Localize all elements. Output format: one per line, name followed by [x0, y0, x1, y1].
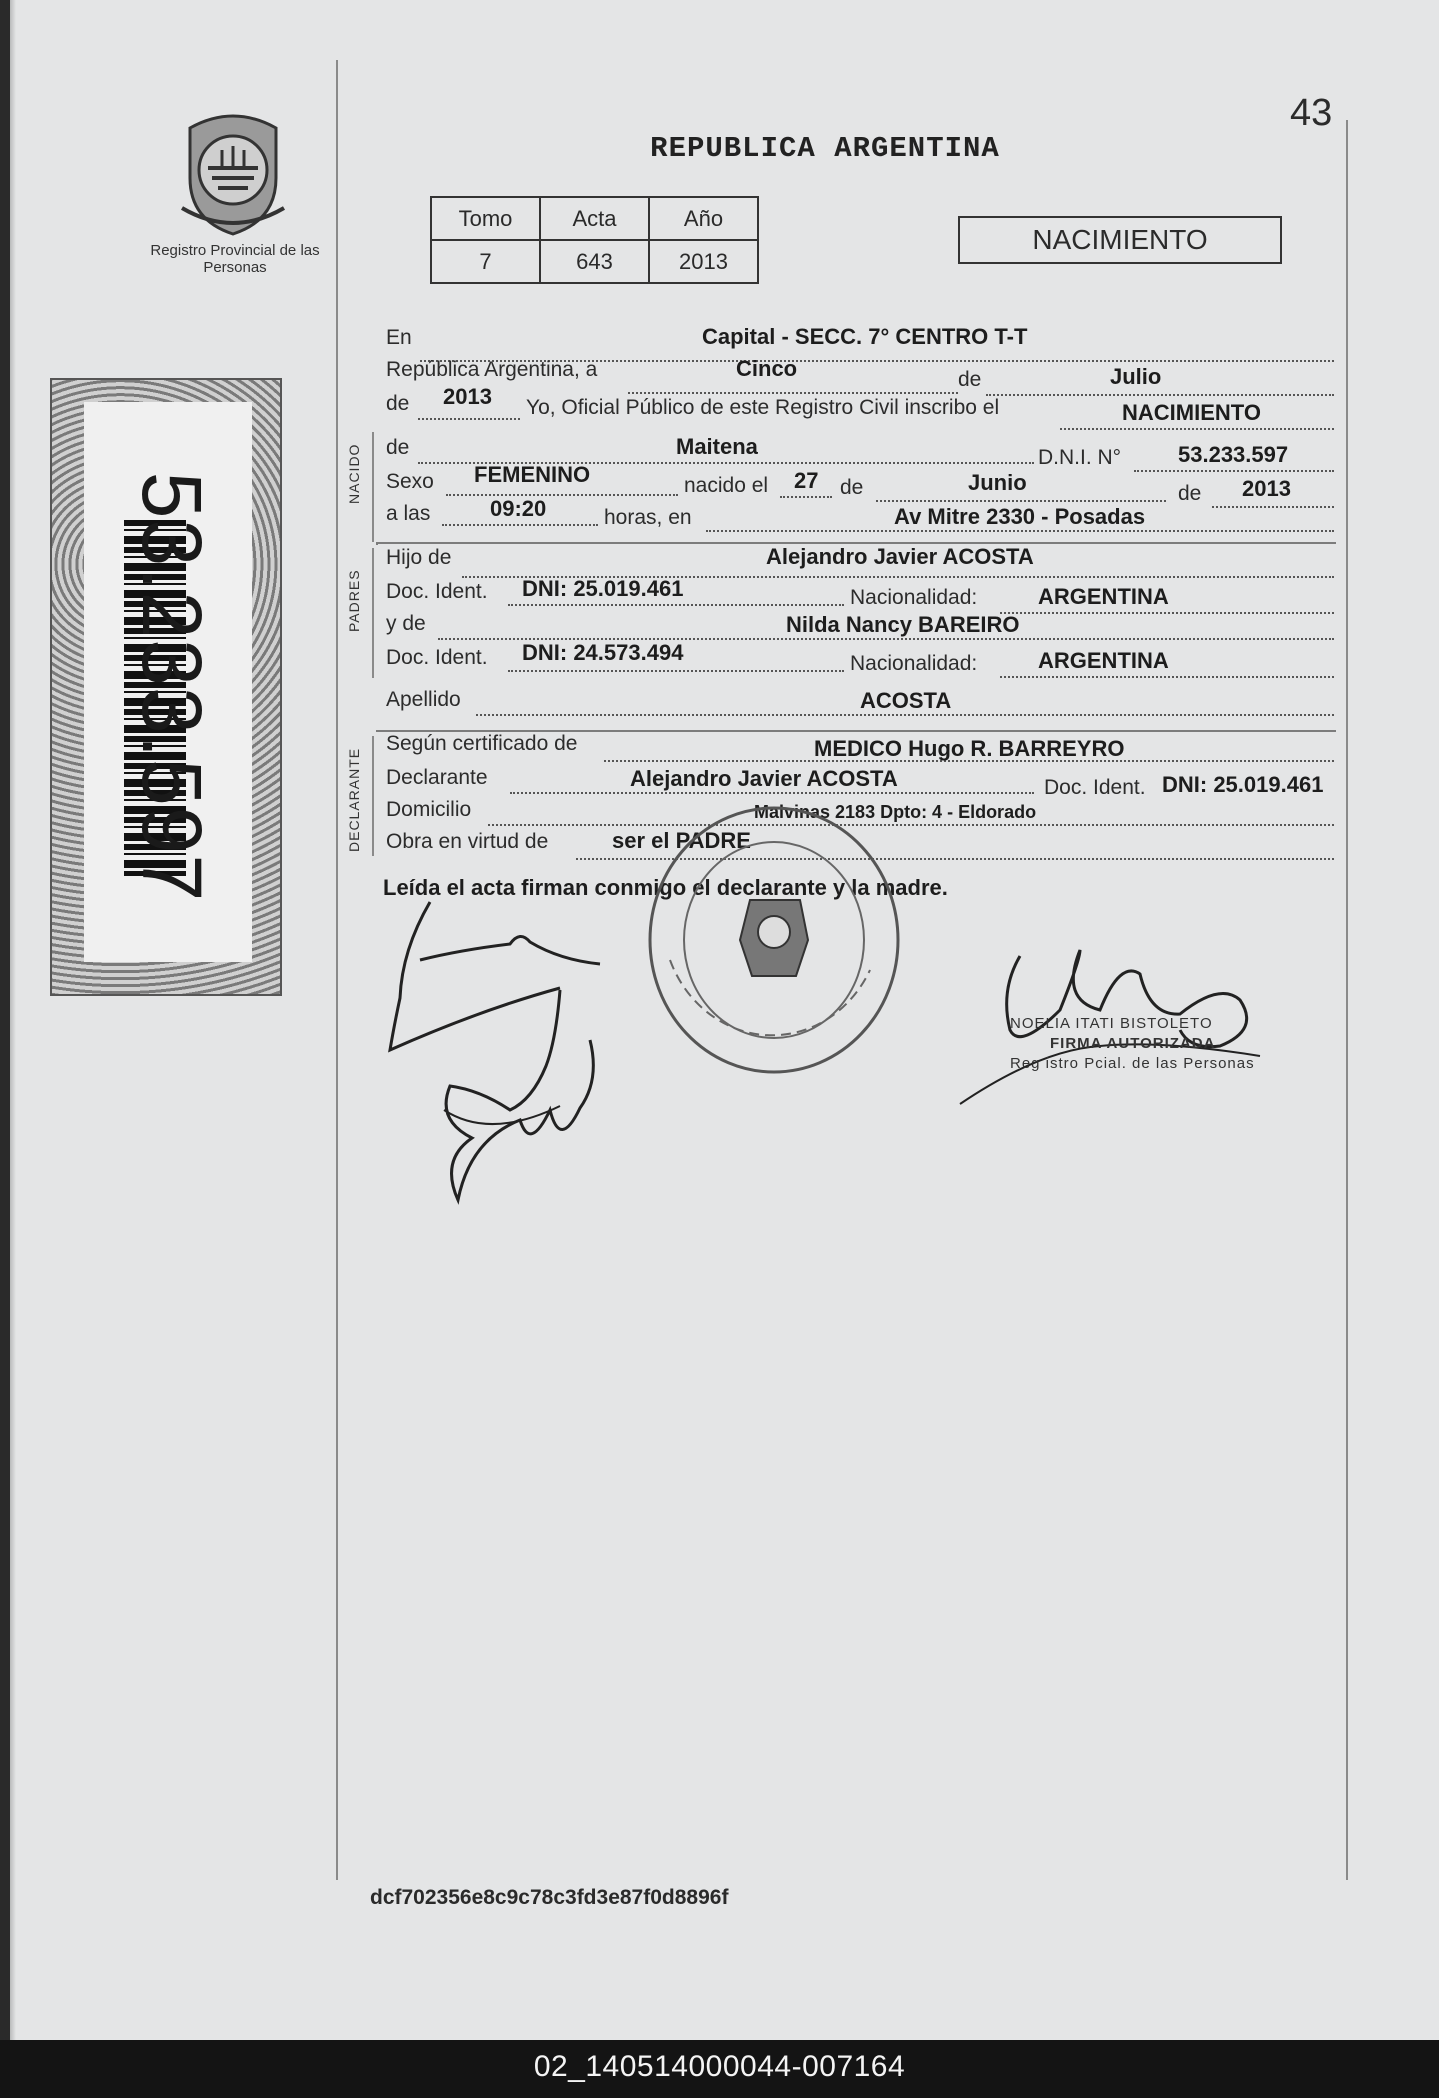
- left-margin-line: [336, 60, 338, 1880]
- label-a-las: a las: [386, 502, 431, 525]
- label-republica: República Argentina, a: [386, 358, 598, 381]
- value-name: Maitena: [676, 434, 758, 459]
- value-doc-mother: DNI: 24.573.494: [522, 640, 684, 665]
- scan-id: 02_140514000044-007164: [533, 2050, 906, 2083]
- label-oficial: Yo, Oficial Público de este Registro Civil inscribo el: [526, 396, 1000, 419]
- label-domicilio: Domicilio: [386, 798, 472, 821]
- closing-statement: Leída el acta firman conmigo el declarante y la madre.: [383, 875, 948, 900]
- value-anio: 2013: [649, 240, 758, 283]
- section-bracket: [372, 736, 374, 856]
- label-horas-en: horas, en: [604, 506, 692, 529]
- value-declarante: Alejandro Javier ACOSTA: [630, 766, 898, 791]
- value-place-en: Capital - SECC. 7° CENTRO T-T: [702, 324, 1028, 349]
- value-mother: Nilda Nancy BAREIRO: [786, 612, 1020, 637]
- record-type-box: NACIMIENTO: [958, 216, 1282, 264]
- value-nacionalidad-father: ARGENTINA: [1038, 584, 1169, 609]
- value-birth-day: 27: [794, 468, 819, 493]
- header-acta: Acta: [540, 197, 649, 240]
- label-en: En: [386, 326, 412, 349]
- label-nacionalidad-mother: Nacionalidad:: [850, 652, 978, 675]
- authority-role: FIRMA AUTORIZADA: [1050, 1035, 1216, 1052]
- authority-office: Reg istro Pcial. de las Personas: [1010, 1055, 1255, 1072]
- label-hijo-de: Hijo de: [386, 546, 452, 569]
- value-inscribe: NACIMIENTO: [1122, 400, 1261, 425]
- value-birth-year: 2013: [1242, 476, 1291, 501]
- label-declarante: Declarante: [386, 766, 488, 789]
- barcode-card: [50, 378, 282, 996]
- label-doc-declarante: Doc. Ident.: [1044, 776, 1146, 799]
- value-acta: 643: [540, 240, 649, 283]
- signatures-icon: [360, 890, 1300, 1270]
- record-table: [430, 196, 759, 284]
- authority-name: NOELIA ITATI BISTOLETO: [1010, 1015, 1213, 1032]
- label-de: de: [958, 368, 982, 391]
- section-bracket: [372, 432, 374, 542]
- label-doc-mother: Doc. Ident.: [386, 646, 488, 669]
- value-certificado: MEDICO Hugo R. BARREYRO: [814, 736, 1125, 761]
- label-de-year: de: [386, 392, 410, 415]
- issuer-caption: Registro Provincial de las Personas: [150, 242, 320, 276]
- right-margin-line: [1346, 120, 1348, 1880]
- label-de-birth-year: de: [1178, 482, 1202, 505]
- label-sexo: Sexo: [386, 470, 434, 493]
- value-doc-declarante: DNI: 25.019.461: [1162, 772, 1324, 797]
- value-apellido: ACOSTA: [860, 688, 952, 713]
- label-nacionalidad-father: Nacionalidad:: [850, 586, 978, 609]
- value-nacionalidad-mother: ARGENTINA: [1038, 648, 1169, 673]
- value-year: 2013: [443, 384, 492, 409]
- label-dni: D.N.I. N°: [1038, 446, 1122, 469]
- label-y-de: y de: [386, 612, 426, 635]
- label-de-name: de: [386, 436, 410, 459]
- section-label-nacido: NACIDO: [346, 443, 362, 504]
- section-bracket: [372, 548, 374, 678]
- value-sexo: FEMENINO: [474, 462, 591, 487]
- label-obra: Obra en virtud de: [386, 830, 549, 853]
- value-tomo: 7: [431, 240, 540, 283]
- label-nacido-el: nacido el: [684, 474, 769, 497]
- value-day: Cinco: [736, 356, 798, 381]
- document-title: REPUBLICA ARGENTINA: [650, 132, 1000, 165]
- value-time: 09:20: [490, 496, 547, 521]
- header-anio: Año: [649, 197, 758, 240]
- value-domicilio: Malvinas 2183 Dpto: 4 - Eldorado: [754, 802, 1037, 822]
- barcode-panel: [84, 402, 252, 962]
- document-hash: dcf702356e8c9c78c3fd3e87f0d8896f: [370, 1886, 729, 1909]
- label-apellido: Apellido: [386, 688, 461, 711]
- label-de-month: de: [840, 476, 864, 499]
- section-label-declarante: DECLARANTE: [346, 747, 362, 852]
- barcode-number: 53.233.597: [125, 471, 219, 903]
- label-segun: Según certificado de: [386, 732, 578, 755]
- value-birth-place: Av Mitre 2330 - Posadas: [894, 504, 1146, 529]
- page-number: 43: [1290, 92, 1333, 134]
- section-label-padres: PADRES: [346, 569, 362, 632]
- value-dni: 53.233.597: [1178, 442, 1289, 467]
- value-father: Alejandro Javier ACOSTA: [766, 544, 1034, 569]
- value-obra: ser el PADRE: [612, 828, 751, 853]
- province-crest-icon: [172, 108, 294, 238]
- value-doc-father: DNI: 25.019.461: [522, 576, 684, 601]
- authority-block: [1010, 1014, 1255, 1074]
- label-doc-father: Doc. Ident.: [386, 580, 488, 603]
- header-tomo: Tomo: [431, 197, 540, 240]
- value-birth-month: Junio: [968, 470, 1027, 495]
- value-month: Julio: [1110, 364, 1162, 389]
